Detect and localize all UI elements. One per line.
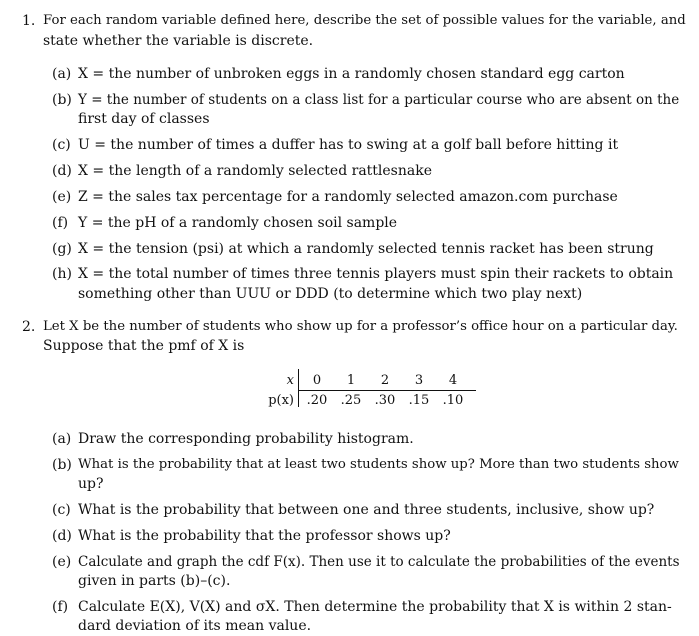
q1-item-f-label: (f) — [52, 215, 69, 231]
q2-item-a-label: (a) — [52, 431, 72, 447]
pmf-p-value: .10 — [442, 393, 464, 408]
q1-item-g-text: X = the tension (psi) at which a randomly selected tennis racket has been strung — [78, 241, 654, 257]
q1-item-a-text: X = the number of unbroken eggs in a randomly chosen standard egg carton — [78, 66, 625, 82]
q1-item-b-text-2: first day of classes — [78, 111, 210, 127]
pmf-row-label-x: x — [286, 373, 294, 388]
pmf-p-value: .15 — [408, 393, 430, 408]
q1-item-h-label: (h) — [52, 266, 72, 282]
question-2-line-1: Let X be the number of students who show up for a professor’s office hour on a particular day. — [43, 319, 678, 334]
pmf-p-value: .30 — [374, 393, 396, 408]
pmf-table — [254, 369, 476, 409]
question-2-number: 2. — [22, 319, 36, 335]
q2-item-d-text: What is the probability that the professor shows up? — [78, 528, 451, 544]
q1-item-b-text-1: Y = the number of students on a class list for a particular course who are absent on the — [78, 92, 680, 108]
q2-item-b-text-2: up? — [78, 476, 104, 492]
q1-item-e-text: Z = the sales tax percentage for a randomly selected amazon.com purchase — [78, 189, 618, 205]
question-2-line-2: Suppose that the pmf of X is — [43, 338, 245, 354]
q1-item-h-text-2: something other than UUU or DDD (to determine which two play next) — [78, 286, 583, 302]
pmf-x-value: 0 — [312, 373, 322, 388]
pmf-x-value: 1 — [346, 373, 356, 388]
pmf-table-vertical-rule — [298, 369, 299, 407]
q2-item-a-text: Draw the corresponding probability histogram. — [78, 431, 414, 447]
pmf-x-value: 4 — [448, 373, 458, 388]
pmf-p-value: .25 — [340, 393, 362, 408]
question-1-line-1: For each random variable defined here, describe the set of possible values for the variable, and — [43, 13, 686, 28]
pmf-row-label-px: p(x) — [268, 393, 294, 408]
q1-item-g-label: (g) — [52, 241, 72, 257]
q2-item-b-text-1: What is the probability that at least two students show up? More than two students show — [78, 457, 679, 472]
q1-item-f-text: Y = the pH of a randomly chosen soil sample — [78, 215, 398, 231]
q2-item-b-label: (b) — [52, 457, 72, 473]
q2-item-d-label: (d) — [52, 528, 72, 544]
pmf-x-value: 2 — [380, 373, 390, 388]
question-1-line-2: state whether the variable is discrete. — [43, 33, 314, 49]
q1-item-c-label: (c) — [52, 137, 71, 153]
pmf-p-value: .20 — [306, 393, 328, 408]
q2-item-c-label: (c) — [52, 502, 71, 518]
q1-item-d-label: (d) — [52, 163, 72, 179]
q1-item-b-label: (b) — [52, 92, 72, 108]
q2-item-e-label: (e) — [52, 554, 72, 570]
q2-item-f-text-1: Calculate E(X), V(X) and σX. Then determine the probability that X is within 2 stan- — [78, 599, 672, 615]
q2-item-f-text-2: dard deviation of its mean value. — [78, 618, 312, 634]
q2-item-e-text-1: Calculate and graph the cdf F(x). Then use it to calculate the probabilities of the events — [78, 554, 680, 570]
q2-item-f-label: (f) — [52, 599, 69, 615]
q2-item-c-text: What is the probability that between one and three students, inclusive, show up? — [78, 502, 655, 518]
q1-item-a-label: (a) — [52, 66, 72, 82]
q1-item-h-text-1: X = the total number of times three tennis players must spin their rackets to obtain — [78, 266, 674, 282]
q1-item-d-text: X = the length of a randomly selected rattlesnake — [78, 163, 432, 179]
q1-item-c-text: U = the number of times a duffer has to swing at a golf ball before hitting it — [78, 137, 619, 153]
question-1-number: 1. — [22, 13, 36, 29]
pmf-x-value: 3 — [414, 373, 424, 388]
q1-item-e-label: (e) — [52, 189, 72, 205]
q2-item-e-text-2: given in parts (b)–(c). — [78, 573, 231, 589]
